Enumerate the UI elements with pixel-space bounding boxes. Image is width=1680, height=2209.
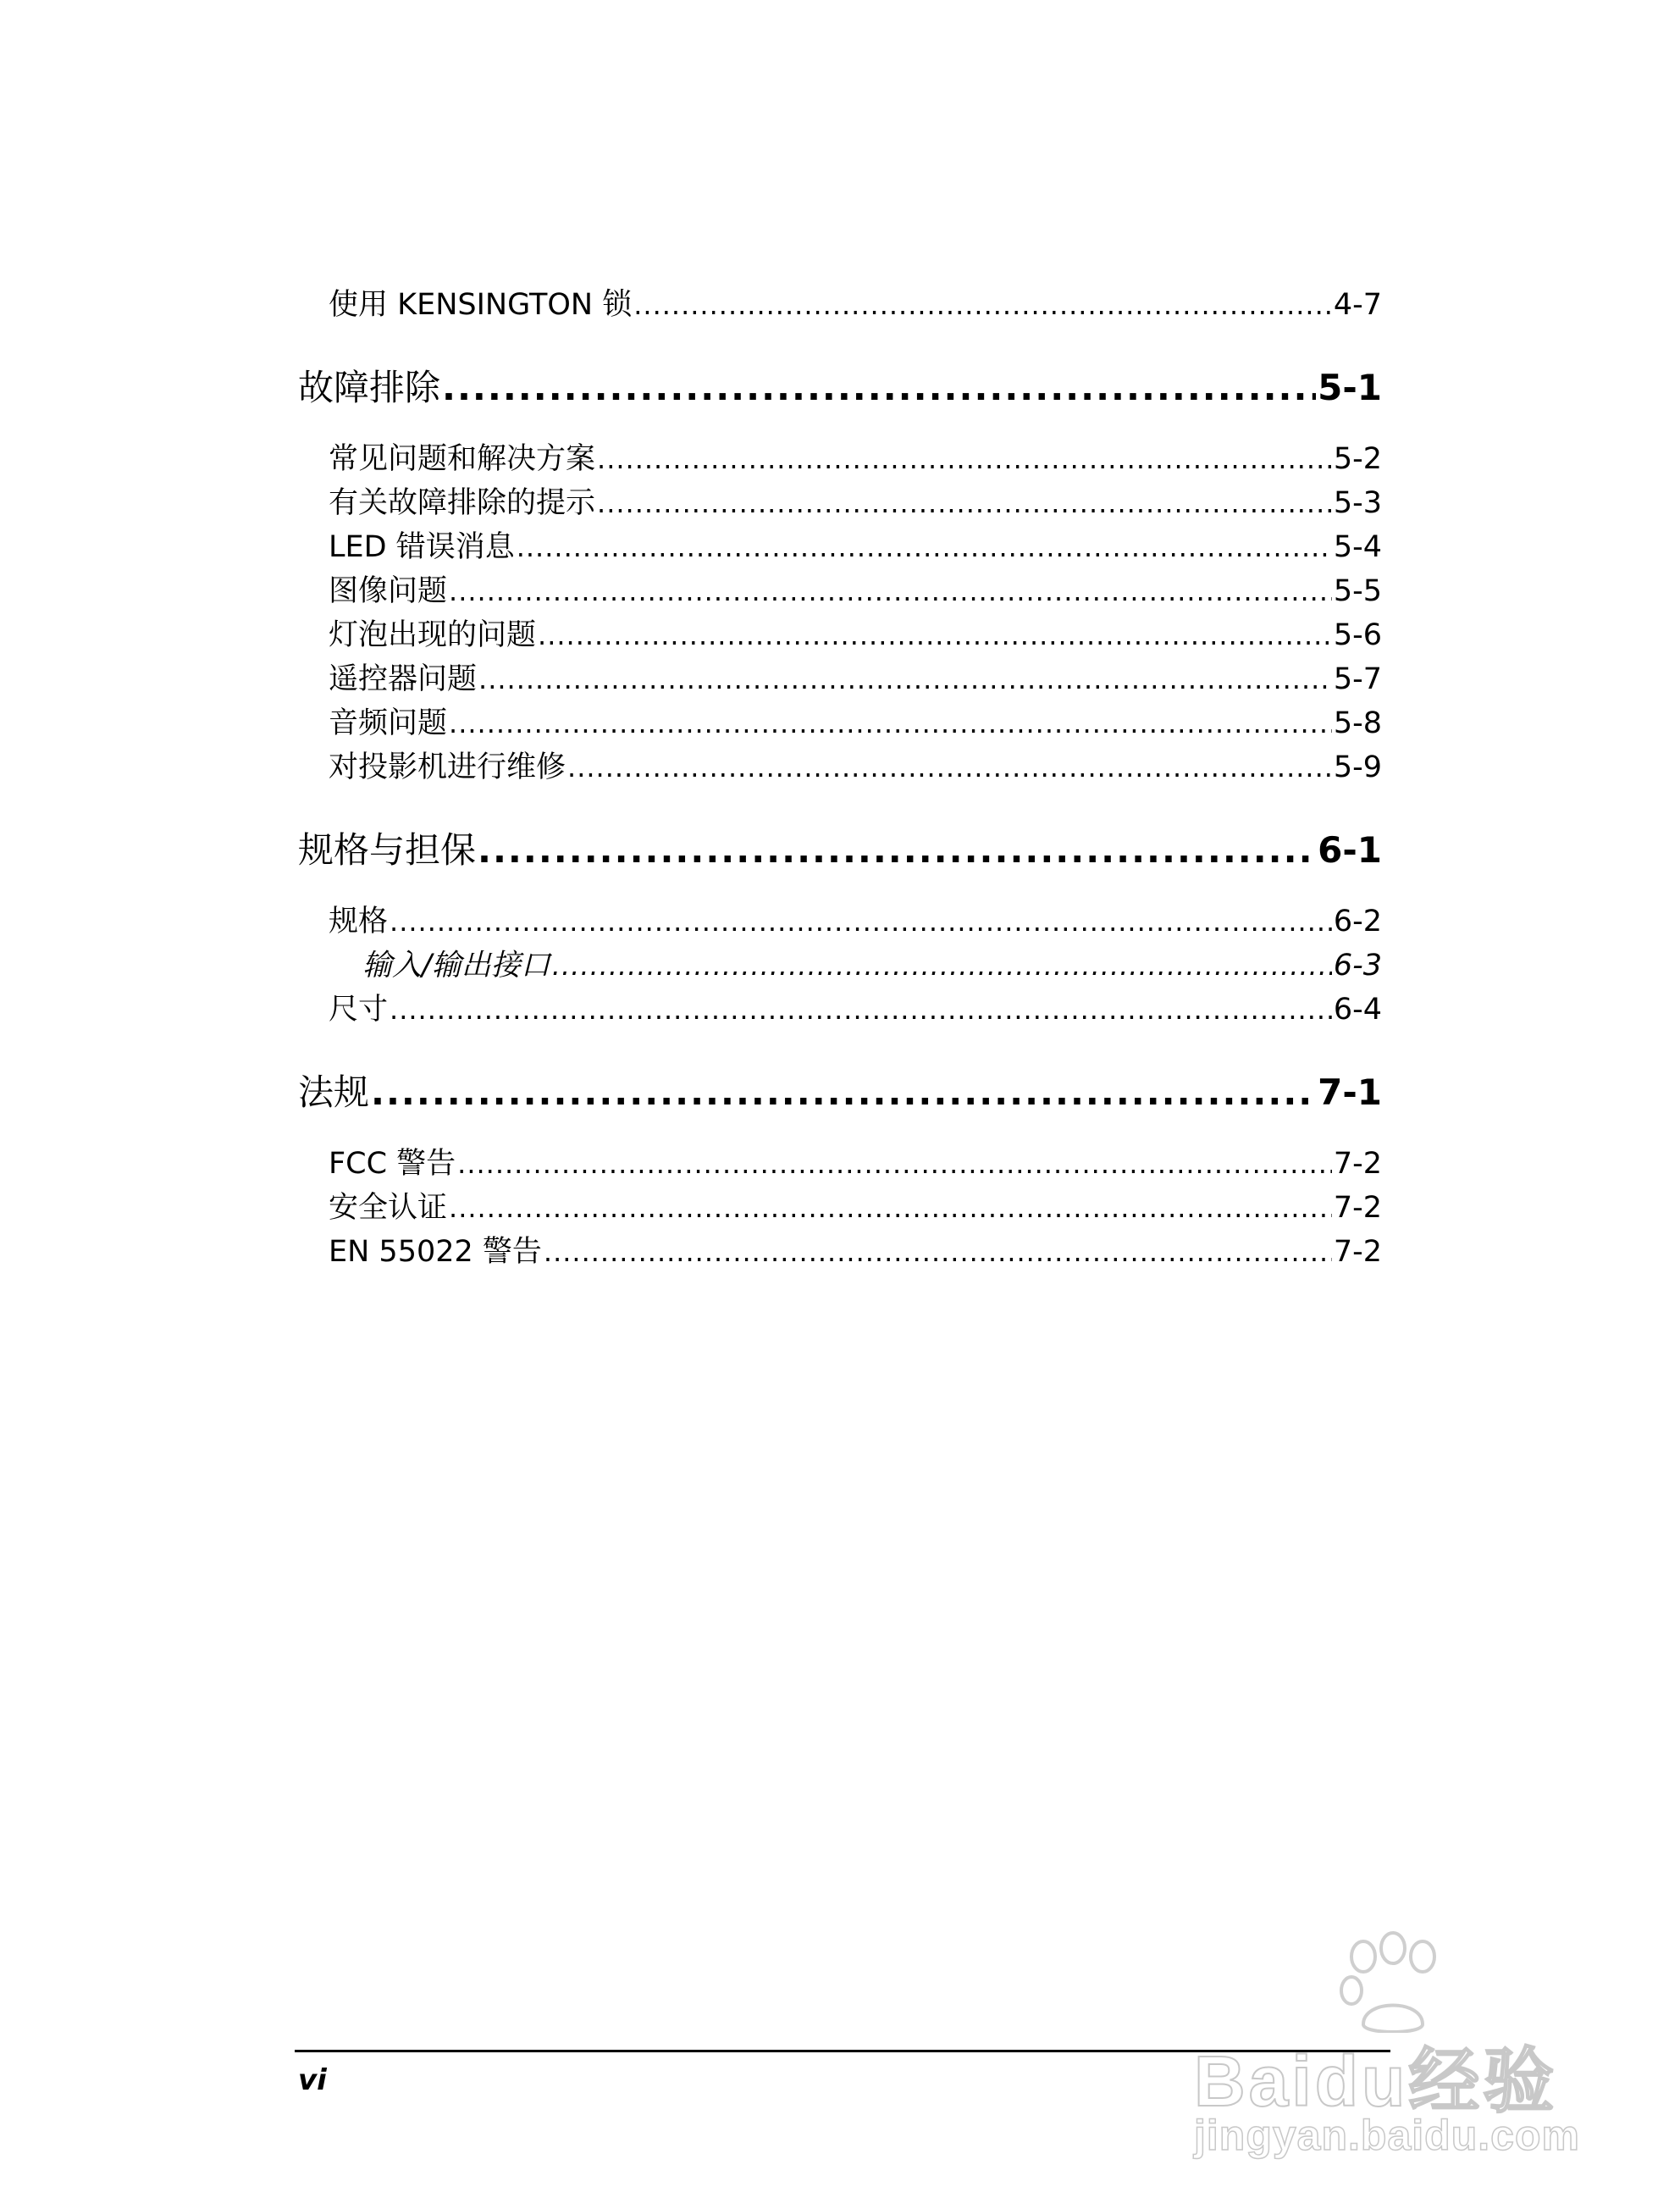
toc-chapter-page: 6-1 [1318,829,1382,871]
toc-entry[interactable] [298,745,1382,789]
toc-entry[interactable] [298,481,1382,525]
toc-entry[interactable] [298,525,1382,569]
toc-entry[interactable] [298,1230,1382,1274]
dot-leader [597,481,1332,525]
toc-entry-page: 6-2 [1333,905,1382,938]
toc-entry[interactable] [298,657,1382,701]
toc-entry-page: 7-2 [1333,1147,1382,1181]
toc-entry[interactable] [298,283,1382,327]
toc-chapter-label: 规格与担保 [298,829,477,871]
dot-leader [449,569,1332,613]
toc-entry-label: EN 55022 警告 [329,1235,542,1269]
toc-entry-label: 尺寸 [329,993,389,1027]
toc-chapter-entry[interactable] [298,820,1382,881]
toc-entry[interactable] [298,1186,1382,1230]
baidu-watermark [1185,1923,1592,2177]
dot-leader [544,1230,1332,1274]
toc-entry[interactable] [298,701,1382,745]
toc-entry-page: 5-3 [1333,486,1382,520]
toc-entry[interactable] [298,988,1382,1032]
dot-leader [442,357,1316,418]
toc-entry-page: 7-2 [1333,1235,1382,1269]
toc-chapter-entry[interactable] [298,1062,1382,1123]
toc-entry-page: 5-2 [1333,442,1382,476]
toc-entry-label: 对投影机进行维修 [329,750,566,784]
toc-entry-label: 音频问题 [329,706,448,740]
table-of-contents [298,283,1382,1274]
toc-entry-page: 5-6 [1333,618,1382,652]
toc-entry-label: FCC 警告 [329,1147,456,1181]
toc-entry-page: 6-4 [1333,993,1382,1027]
dot-leader [449,1186,1332,1230]
paw-logo-icon [1185,1923,1592,2033]
dot-leader [633,283,1332,327]
toc-entry-label: 规格 [329,905,389,938]
watermark-brand: Baidu经验 [1194,2041,1558,2121]
dot-leader [552,944,1332,988]
toc-entry-label: LED 错误消息 [329,530,515,564]
toc-entry-page: 7-2 [1333,1191,1382,1225]
toc-entry-label: 使用 KENSINGTON 锁 [329,288,633,322]
toc-entry[interactable] [298,437,1382,481]
dot-leader [371,1062,1316,1123]
dot-leader [478,820,1316,881]
dot-leader [390,988,1332,1032]
dot-leader [390,900,1332,944]
toc-entry-page: 4-7 [1333,288,1382,322]
toc-subentry[interactable] [298,944,1382,988]
dot-leader [457,1142,1332,1186]
toc-entry-label: 有关故障排除的提示 [329,486,596,520]
toc-entry-label: 常见问题和解决方案 [329,442,596,476]
toc-entry-page: 5-8 [1333,706,1382,740]
dot-leader [449,701,1332,745]
dot-leader [538,613,1332,657]
toc-entry-page: 5-4 [1333,530,1382,564]
toc-entry[interactable] [298,613,1382,657]
toc-entry-page: 5-9 [1333,750,1382,784]
toc-entry-label: 图像问题 [329,574,448,608]
toc-chapter-page: 7-1 [1318,1071,1382,1113]
dot-leader [567,745,1332,789]
toc-entry-label: 遥控器问题 [329,662,478,696]
dot-leader [517,525,1332,569]
toc-chapter-entry[interactable] [298,357,1382,418]
toc-entry-page: 5-5 [1333,574,1382,608]
toc-entry-label: 灯泡出现的问题 [329,618,537,652]
dot-leader [478,657,1332,701]
dot-leader [597,437,1332,481]
toc-chapter-label: 故障排除 [298,367,441,408]
toc-entry[interactable] [298,900,1382,944]
toc-entry-label: 安全认证 [329,1191,448,1225]
toc-entry[interactable] [298,1142,1382,1186]
toc-chapter-label: 法规 [298,1071,370,1113]
watermark-url: jingyan.baidu.com [1194,2112,1580,2159]
toc-subentry-page: 6-3 [1333,949,1382,983]
toc-entry-page: 5-7 [1333,662,1382,696]
toc-subentry-label: 输入/输出接口 [362,949,550,983]
page-number: vi [298,2063,327,2097]
toc-chapter-page: 5-1 [1318,367,1382,408]
toc-entry[interactable] [298,569,1382,613]
